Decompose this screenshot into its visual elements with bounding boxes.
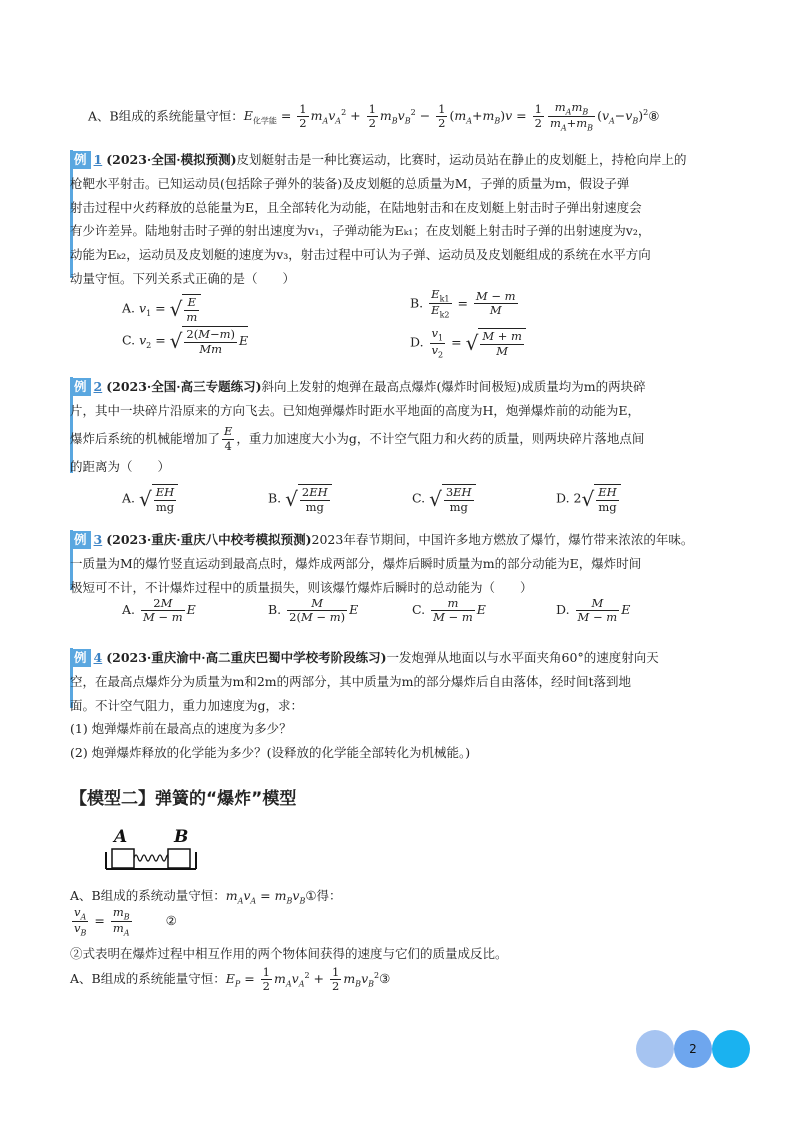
model2-ratio: $\frac{v_A}{v_B}$ = $\frac{m_B}{m_A}$ ② [74,905,177,938]
example-1-line-5: 动能为Eₖ₂，运动员及皮划艇的速度为v₃，射击过程中可认为子弹、运动员及皮划艇组成的系统在水平方向 [70,247,651,262]
spring-diagram [100,822,200,874]
example-badge: 例 [70,649,91,667]
example-1-line-3: 射击过程中火药释放的总能量为E，且全部转化为动能，在陆地射击和在皮划艇上射击时子弹出射速度会 [70,199,642,215]
example-2-option-c[interactable]: C. √ $\frac{3EH}{mg}$ [412,480,476,518]
example-4-line-1: 例 4 (2023·重庆渝中·高二重庆巴蜀中学校考阶段练习)一发炮弹从地面以与水平面夹角60°的速度射向天 [70,646,730,670]
example-1-option-c[interactable]: C. $v_2$ = √ $\frac{2(M-m)}{Mm}$ E [122,327,249,356]
example-4-question-1: (1) 炮弹爆炸前在最高点的速度为多少？ [70,721,292,737]
example-1-line-2: 枪靶水平射击。已知运动员(包括除子弹外的装备)及皮划艇的总质量为M，子弹的质量为m，假设子弹 [70,175,630,191]
example-1-line-4: 有少许差异。陆地射击时子弹的射出速度为v₁，子弹动能为Eₖ₁；在皮划艇上射击时子弹的出射速度为v₂， [70,223,651,239]
example-2-line-1: 例 2 (2023·全国·高三专题练习)斜向上发射的炮弹在最高点爆炸(爆炸时间极短)成质量均为m的两块碎 [70,375,730,399]
example-1-option-d[interactable]: D. $\frac{v_1}{v_2}$ = √ $\frac{M + m}{M}$ [410,324,526,362]
example-badge: 例 [70,378,91,396]
example-1-line-6: 动量守恒。下列关系式正确的是（ ） [70,270,296,286]
example-4-question-2: (2) 炮弹爆炸释放的化学能为多少？(设释放的化学能全部转化为机械能。) [70,745,471,760]
example-3-line-2: 一质量为M的爆竹竖直运动到最高点时，爆炸成两部分，爆炸后瞬时质量为m的部分动能为E，爆炸时间 [70,555,642,571]
example-3 [70,528,730,599]
block-a [112,849,134,868]
example-2-line-4: 的距离为（ ） [70,458,171,474]
model2-heading: 【模型二】弹簧的“爆炸”模型 [70,789,297,809]
example-3-option-a[interactable]: A. $\frac{2M}{M - m}$ E [122,596,196,625]
example-1-option-a[interactable]: A. $v_1$ = √ $\frac{E}{m}$ [122,290,201,328]
spring-coil [134,855,168,861]
model2-momentum: A、B组成的系统动量守恒：$m_Av_A$ = $m_Bv_B①$得： [70,888,342,906]
example-badge: 例 [70,531,91,549]
example-3-option-c[interactable]: C. $\frac{m}{M - m}$ E [412,596,486,625]
example-4-line-2: 空，在最高点爆炸分为质量为m和2m的两部分，其中质量为m的部分爆炸后自由落体，经时间t落到地 [70,673,632,689]
example-2-option-a[interactable]: A. √ $\frac{EH}{mg}$ [122,480,178,518]
example-source: (2023·重庆·重庆八中校考模拟预测) [106,532,312,547]
example-3-option-b[interactable]: B. $\frac{M}{2(M - m)}$ E [268,596,359,625]
example-4-line-3: 面。不计空气阻力，重力加速度为g，求： [70,697,304,713]
example-source: (2023·全国·高三专题练习) [106,379,262,394]
example-source: (2023·全国·模拟预测) [106,152,237,167]
example-3-line-3: 极短可不计，不计爆炸过程中的质量损失，则该爆竹爆炸后瞬时的总动能为（ ） [70,579,533,595]
example-2-line-3: 爆炸后系统的机械能增加了 $\frac{E}{4}$ ，重力加速度大小为g，不计空气阻力和火药的质量，则两块碎片落地点间 [70,424,645,453]
page-number-badge [636,1030,752,1070]
example-3-option-d[interactable]: D. $\frac{M}{M - m}$ E [556,596,631,625]
page-circle-right [712,1030,750,1068]
block-b [168,849,190,868]
example-number: 4 [93,650,103,665]
model2-energy: A、B组成的系统能量守恒：$E_P$ = $\frac{1}{2}$ $m_Av_A^2$ + $\frac{1}{2}$ $m_Bv_B^2③$ [70,965,391,994]
example-number: 2 [93,379,103,394]
example-source: (2023·重庆渝中·高二重庆巴蜀中学校考阶段练习) [106,650,387,665]
intro-circled: ⑧ [648,108,660,124]
example-2-option-d[interactable]: D. 2√ $\frac{EH}{mg}$ [556,480,621,518]
diagram-label-a: A [114,827,128,847]
intro-prefix: A、B组成的系统能量守恒： [88,108,244,124]
example-1 [70,148,730,291]
example-2-option-b[interactable]: B. √ $\frac{2EH}{mg}$ [268,480,332,518]
example-2 [70,375,730,478]
page-number: 2 [674,1030,712,1068]
example-4 [70,646,730,765]
example-1-line-1: 例 1 (2023·全国·模拟预测)皮划艇射击是一种比赛运动，比赛时，运动员站在静止的皮划艇上，持枪向岸上的 [70,148,730,172]
diagram-label-b: B [174,827,189,847]
page-circle-left [636,1030,674,1068]
example-badge: 例 [70,151,91,169]
example-2-line-2: 片，其中一块碎片沿原来的方向飞去。已知炮弹爆炸时距水平地面的高度为H，炮弹爆炸前的动能为E， [70,402,641,418]
model2-explain: ②式表明在爆炸过程中相互作用的两个物体间获得的速度与它们的质量成反比。 [70,946,508,961]
example-number: 3 [93,532,103,547]
example-1-option-b[interactable]: B. $\frac{E_{k1}}{E_{k2}}$ = $\frac{M - m}{M}$ [410,287,516,320]
intro-energy-equation: A、B组成的系统能量守恒：$E_{化学能}$ = $\frac{1}{2}$ $m_Av_A^2$ + $\frac{1}{2}$ $m_Bv_B^2$ − $\frac{1}{2}$ $(m_A+m_B)v$ = $\frac{1}{2}$ $\frac{m_Am_B}{m_A+m_B}$ $(v_A-v_B)^2⑧$ [88,100,660,133]
example-3-line-1: 例 3 (2023·重庆·重庆八中校考模拟预测)2023年春节期间，中国许多地方燃放了爆竹，爆竹带来浓浓的年味。 [70,528,730,552]
example-number: 1 [93,152,103,167]
